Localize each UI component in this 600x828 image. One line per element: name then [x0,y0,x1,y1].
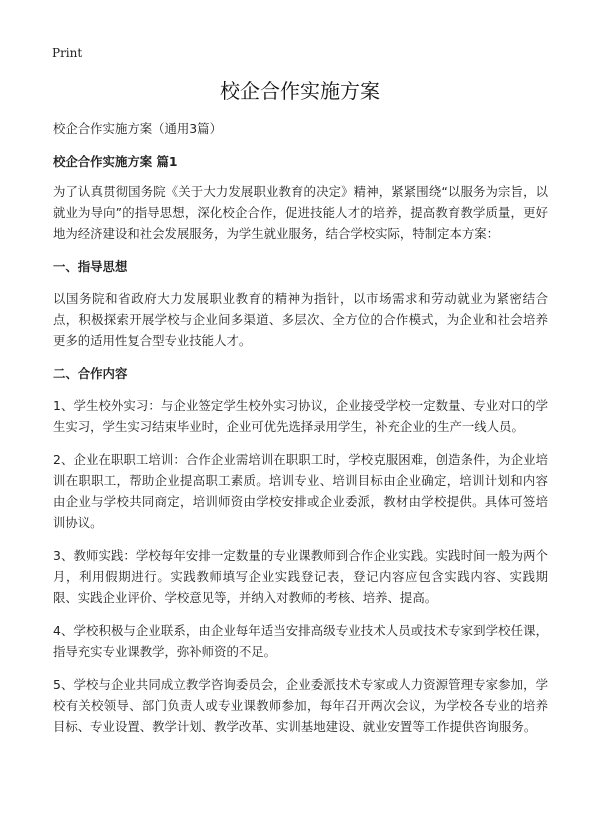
cooperation-item-4: 4、学校积极与企业联系，由企业每年适当安排高级专业技术人员或技术专家到学校任课，指导充实专业课教学，弥补师资的不足。 [53,623,548,659]
document-subtitle: 校企合作实施方案（通用3篇） [53,121,222,136]
intro-paragraph: 为了认真贯彻国务院《关于大力发展职业教育的决定》精神，紧紧围绕“以服务为宗旨，以就业为导向”的指导思想，深化校企合作，促进技能人才的培养，提高教育教学质量，更好地为经济建设和社会发展服务，为学生就业服务，结合学校实际，特制定本方案： [53,184,548,241]
cooperation-item-3: 3、教师实践：学校每年安排一定数量的专业课教师到合作企业实践。实践时间一般为两个月，利用假期进行。实践教师填写企业实践登记表，登记内容应包含实践内容、实践期限、实践企业评价、学校意见等，并纳入对教师的考核、培养、提高。 [53,548,548,605]
section-title: 校企合作实施方案 篇1 [53,154,178,169]
cooperation-item-2: 2、企业在职职工培训：合作企业需培训在职职工时，学校克服困难，创造条件，为企业培训在职职工，帮助企业提高职工素质。培训专业、培训目标由企业确定，培训计划和内容由企业与学校共同商定，培训师资由学校安排或企业委派，教材由学校提供。具体可签培训协议。 [53,452,548,530]
guiding-paragraph: 以国务院和省政府大力发展职业教育的精神为指针，以市场需求和劳动就业为紧密结合点，积极探索开展学校与企业间多渠道、多层次、全方位的合作模式，为企业和社会培养更多的适用性复合型专业技能人才。 [53,291,548,348]
heading-guiding-ideology: 一、指导思想 [53,259,128,274]
cooperation-item-1: 1、学生校外实习：与企业签定学生校外实习协议，企业接受学校一定数量、专业对口的学生实习，学生实习结束毕业时，企业可优先选择录用学生，补充企业的生产一线人员。 [53,398,548,434]
heading-cooperation-content: 二、合作内容 [53,366,128,381]
print-link[interactable]: Print [52,46,83,60]
document-body [53,118,548,749]
cooperation-item-5: 5、学校与企业共同成立教学咨询委员会，企业委派技术专家或人力资源管理专家参加，学校有关校领导、部门负责人或专业课教师参加，每年召开两次会议，为学校各专业的培养目标、专业设置、教学计划、教学改革、实训基地建设、就业安置等工作提供咨询服务。 [53,677,548,734]
page-title: 校企合作实施方案 [220,79,380,103]
